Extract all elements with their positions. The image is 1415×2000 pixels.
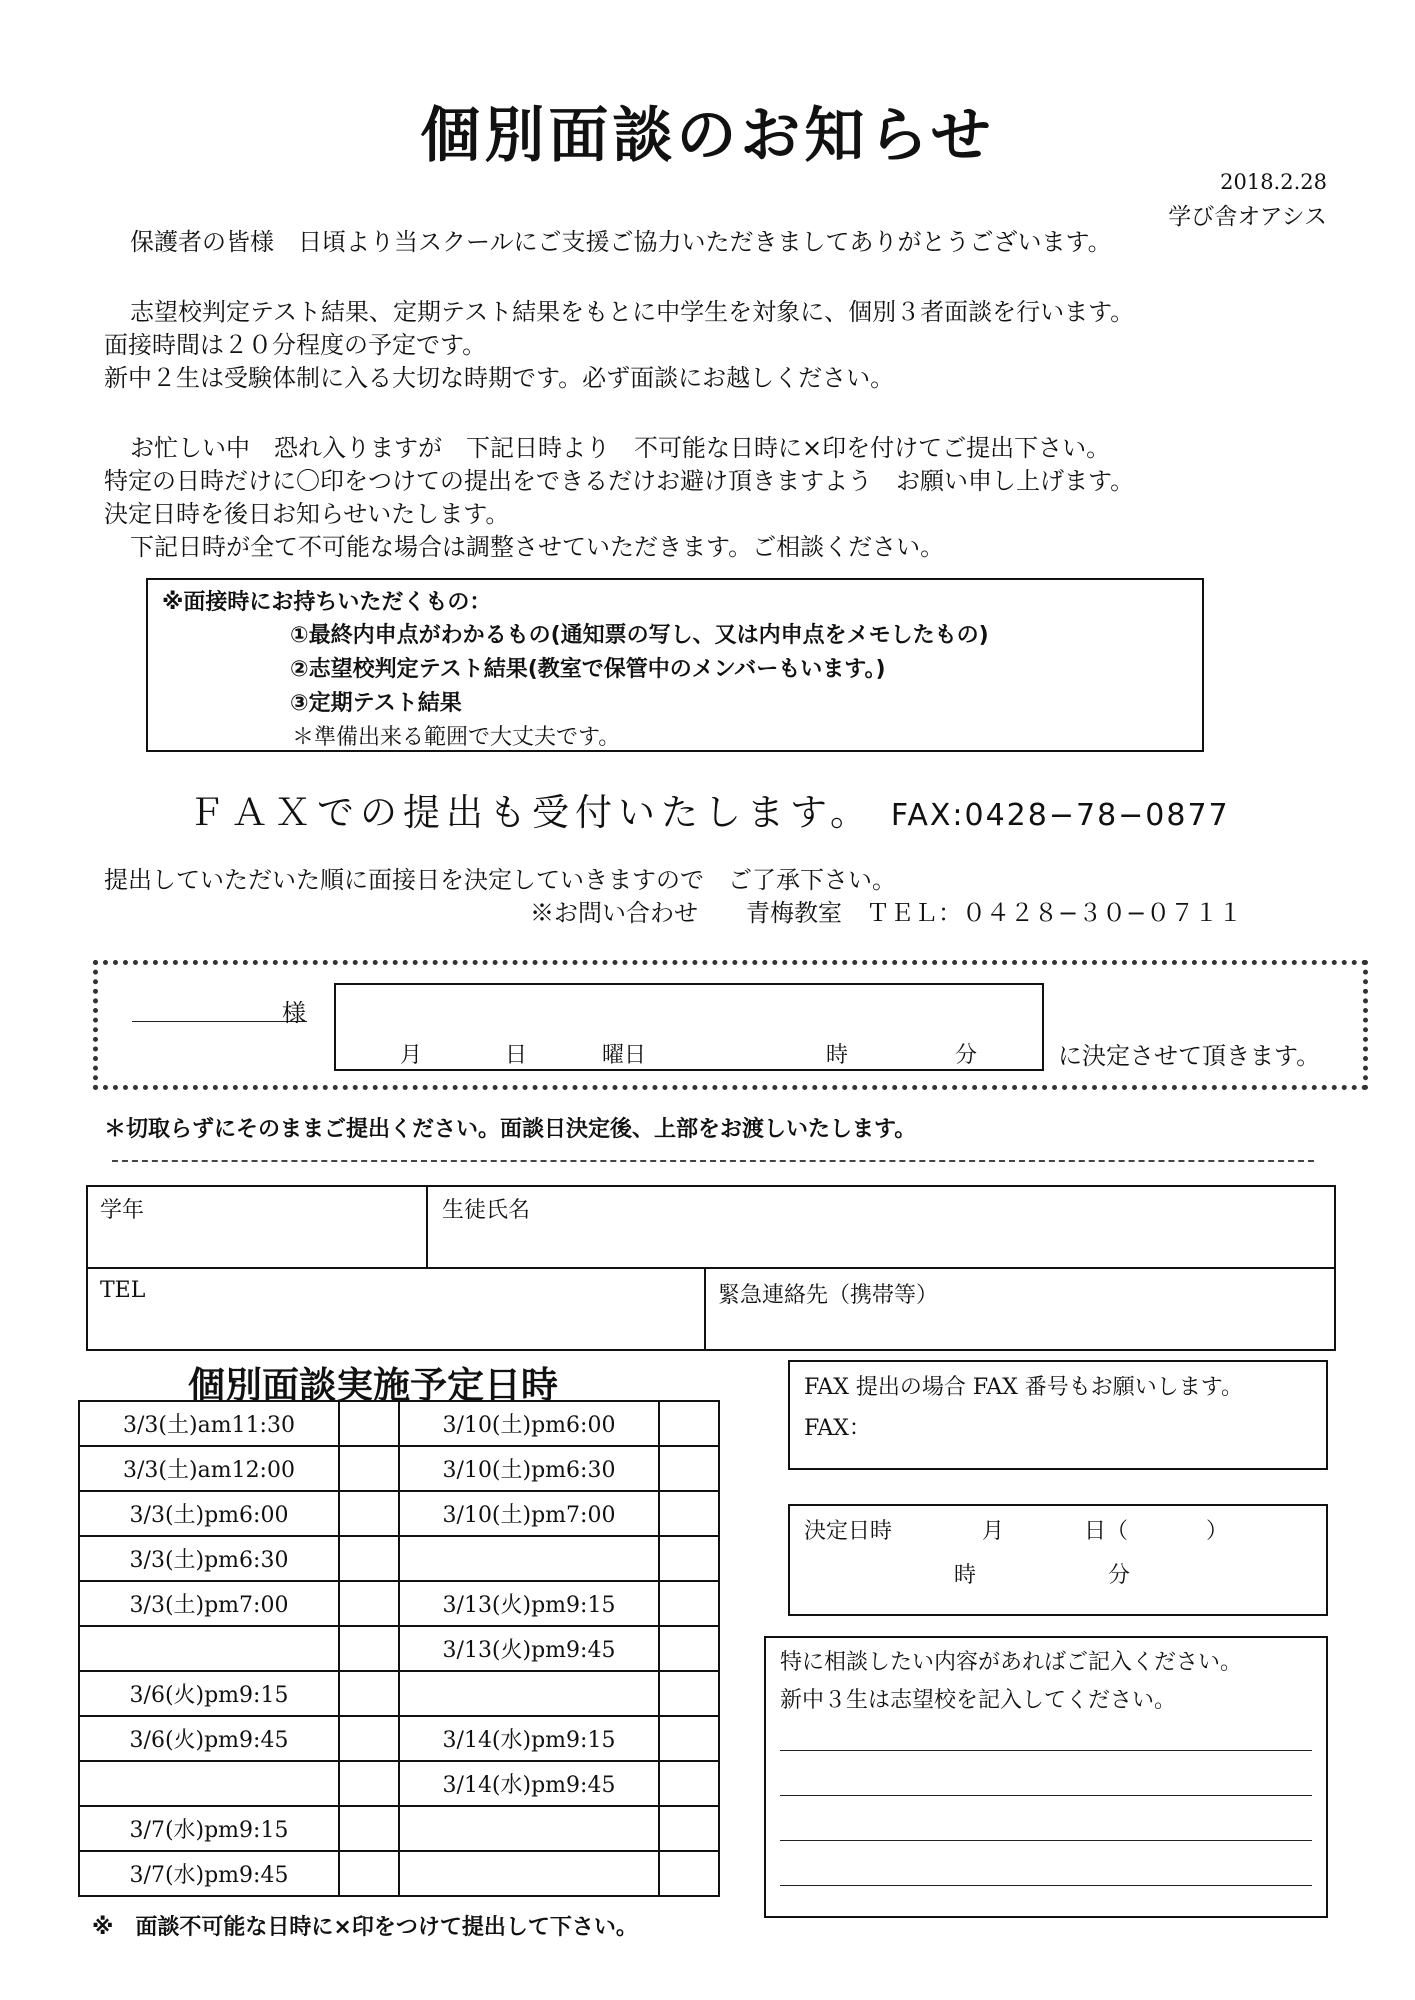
bring-item-1: ①最終内申点がわかるもの(通知票の写し、又は内申点をメモしたもの) — [290, 623, 989, 648]
decided-minute-label: 分 — [1108, 1563, 1131, 1588]
contact-info: ※お問い合わせ 青梅教室 ＴＥＬ：０４２８−３０−０７１１ — [530, 899, 1243, 927]
schedule-mark-cell[interactable] — [659, 1671, 719, 1716]
slip-weekday-label: 曜日 — [602, 1043, 647, 1068]
emergency-contact-label: 緊急連絡先（携帯等） — [718, 1283, 939, 1308]
schedule-slot-left — [79, 1761, 339, 1806]
student-name-label: 生徒氏名 — [442, 1198, 531, 1223]
schedule-slot-right — [399, 1671, 659, 1716]
schedule-table — [78, 1400, 720, 1897]
schedule-row — [79, 1671, 719, 1716]
name-blank-line — [132, 1021, 307, 1022]
order-note: 提出していただいた順に面接日を決定していきますので ご了承下さい。 — [104, 866, 896, 894]
schedule-mark-cell[interactable] — [339, 1536, 399, 1581]
consultation-line2: 新中３生は志望校を記入してください。 — [780, 1688, 1177, 1713]
notify-paragraph: 決定日時を後日お知らせいたします。 — [104, 500, 510, 528]
duration-paragraph: 面接時間は２０分程度の予定です。 — [104, 331, 487, 359]
schedule-slot-left: 3/7(水)pm9:15 — [79, 1806, 339, 1851]
schedule-row — [79, 1851, 719, 1896]
schedule-slot-right — [399, 1851, 659, 1896]
schedule-mark-cell[interactable] — [659, 1716, 719, 1761]
consultation-write-line[interactable] — [780, 1795, 1312, 1796]
slip-hour-label: 時 — [826, 1043, 849, 1068]
fax-number: FAX:0428−78−0877 — [890, 798, 1230, 833]
schedule-slot-right — [399, 1536, 659, 1581]
request-paragraph: お忙しい中 恐れ入りますが 下記日時より 不可能な日時に×印を付けてご提出下さい。 — [130, 434, 1111, 462]
schedule-slot-left: 3/3(土)pm7:00 — [79, 1581, 339, 1626]
slip-day-label: 日 — [505, 1043, 528, 1068]
schedule-mark-cell[interactable] — [659, 1401, 719, 1446]
slip-sama-label: 様 — [282, 999, 306, 1027]
schedule-slot-left: 3/3(土)pm6:30 — [79, 1536, 339, 1581]
schedule-mark-cell[interactable] — [659, 1851, 719, 1896]
fax-notice — [188, 782, 1230, 836]
schedule-row — [79, 1491, 719, 1536]
cut-note: ＊切取らずにそのままご提出ください。面談日決定後、上部をお渡しいたします。 — [104, 1117, 917, 1142]
schedule-slot-left: 3/3(土)am11:30 — [79, 1401, 339, 1446]
schedule-row — [79, 1581, 719, 1626]
schedule-slot-right: 3/14(水)pm9:45 — [399, 1761, 659, 1806]
schedule-slot-left: 3/3(土)pm6:00 — [79, 1491, 339, 1536]
consultation-line1: 特に相談したい内容があればご記入ください。 — [780, 1650, 1243, 1675]
consultation-box — [764, 1636, 1328, 1918]
schedule-row — [79, 1806, 719, 1851]
schedule-row — [79, 1446, 719, 1491]
page-title: 個別面談のお知らせ — [420, 101, 995, 171]
schedule-mark-cell[interactable] — [339, 1761, 399, 1806]
schedule-mark-cell[interactable] — [659, 1761, 719, 1806]
slip-date-box — [334, 983, 1044, 1071]
schedule-mark-cell[interactable] — [659, 1581, 719, 1626]
schedule-note: ※ 面談不可能な日時に×印をつけて提出して下さい。 — [92, 1915, 638, 1940]
schedule-slot-right: 3/10(土)pm6:30 — [399, 1446, 659, 1491]
decided-date-label: 決定日時 — [804, 1519, 893, 1544]
adjust-paragraph: 下記日時が全て不可能な場合は調整させていただきます。ご相談ください。 — [130, 533, 945, 561]
cut-line — [112, 1160, 1314, 1162]
organization-name: 学び舎オアシス — [1168, 204, 1327, 230]
schedule-row — [79, 1626, 719, 1671]
fax-box-line1: FAX 提出の場合 FAX 番号もお願いします。 — [804, 1375, 1244, 1400]
tel-cell — [86, 1267, 706, 1351]
fax-notice-text: ＦＡＸでの提出も受付いたします。 — [188, 791, 874, 834]
schedule-slot-right — [399, 1806, 659, 1851]
consultation-write-line[interactable] — [780, 1750, 1312, 1751]
tel-label: TEL — [100, 1278, 146, 1303]
schedule-mark-cell[interactable] — [339, 1716, 399, 1761]
decided-day-label: 日（ — [1084, 1519, 1129, 1544]
schedule-mark-cell[interactable] — [339, 1491, 399, 1536]
schedule-mark-cell[interactable] — [339, 1626, 399, 1671]
schedule-title: 個別面談実施予定日時 — [188, 1364, 558, 1407]
intro-paragraph: 志望校判定テスト結果、定期テスト結果をもとに中学生を対象に、個別３者面談を行います。 — [130, 298, 1135, 326]
schedule-slot-left — [79, 1626, 339, 1671]
schedule-mark-cell[interactable] — [659, 1626, 719, 1671]
issue-date: 2018.2.28 — [1220, 170, 1327, 194]
greeting-paragraph: 保護者の皆様 日頃より当スクールにご支援ご協力いただきましてありがとうございます。 — [130, 228, 1112, 256]
schedule-mark-cell[interactable] — [339, 1806, 399, 1851]
consultation-write-line[interactable] — [780, 1840, 1312, 1841]
schedule-slot-left: 3/6(火)pm9:15 — [79, 1671, 339, 1716]
schedule-slot-left: 3/7(水)pm9:45 — [79, 1851, 339, 1896]
schedule-slot-right: 3/14(水)pm9:15 — [399, 1716, 659, 1761]
slip-month-label: 月 — [400, 1043, 423, 1068]
schedule-slot-left: 3/6(火)pm9:45 — [79, 1716, 339, 1761]
bring-item-3: ③定期テスト結果 — [290, 691, 462, 716]
schedule-row — [79, 1761, 719, 1806]
schedule-mark-cell[interactable] — [659, 1806, 719, 1851]
decided-hour-label: 時 — [954, 1563, 977, 1588]
grade-label: 学年 — [100, 1198, 145, 1223]
schedule-slot-right: 3/13(火)pm9:15 — [399, 1581, 659, 1626]
schedule-mark-cell[interactable] — [339, 1671, 399, 1716]
slip-minute-label: 分 — [955, 1043, 978, 1068]
schedule-row — [79, 1401, 719, 1446]
schedule-slot-right: 3/10(土)pm7:00 — [399, 1491, 659, 1536]
schedule-mark-cell[interactable] — [339, 1446, 399, 1491]
decided-month-label: 月 — [982, 1519, 1005, 1544]
schedule-slot-right: 3/13(火)pm9:45 — [399, 1626, 659, 1671]
grade2-paragraph: 新中２生は受験体制に入る大切な時期です。必ず面談にお越しください。 — [104, 364, 895, 392]
schedule-slot-left: 3/3(土)am12:00 — [79, 1446, 339, 1491]
schedule-mark-cell[interactable] — [659, 1536, 719, 1581]
schedule-mark-cell[interactable] — [339, 1581, 399, 1626]
avoid-paragraph: 特定の日時だけに〇印をつけての提出をできるだけお避け頂きますよう お願い申し上げます。 — [104, 467, 1135, 495]
schedule-mark-cell[interactable] — [659, 1446, 719, 1491]
schedule-slot-right: 3/10(土)pm6:00 — [399, 1401, 659, 1446]
schedule-mark-cell[interactable] — [339, 1851, 399, 1896]
schedule-mark-cell[interactable] — [659, 1491, 719, 1536]
student-name-cell — [428, 1185, 1336, 1269]
bring-heading: ※面接時にお持ちいただくもの： — [162, 590, 492, 615]
schedule-mark-cell[interactable] — [339, 1401, 399, 1446]
slip-decided-text: に決定させて頂きます。 — [1058, 1042, 1321, 1070]
bring-item-2: ②志望校判定テスト結果(教室で保管中のメンバーもいます。) — [290, 657, 886, 682]
bring-note: ＊準備出来る範囲で大丈夫です。 — [292, 725, 621, 750]
schedule-row — [79, 1536, 719, 1581]
consultation-write-line[interactable] — [780, 1885, 1312, 1886]
fax-box-label: FAX： — [804, 1416, 871, 1441]
schedule-row — [79, 1716, 719, 1761]
decided-paren-close: ） — [1206, 1519, 1229, 1544]
